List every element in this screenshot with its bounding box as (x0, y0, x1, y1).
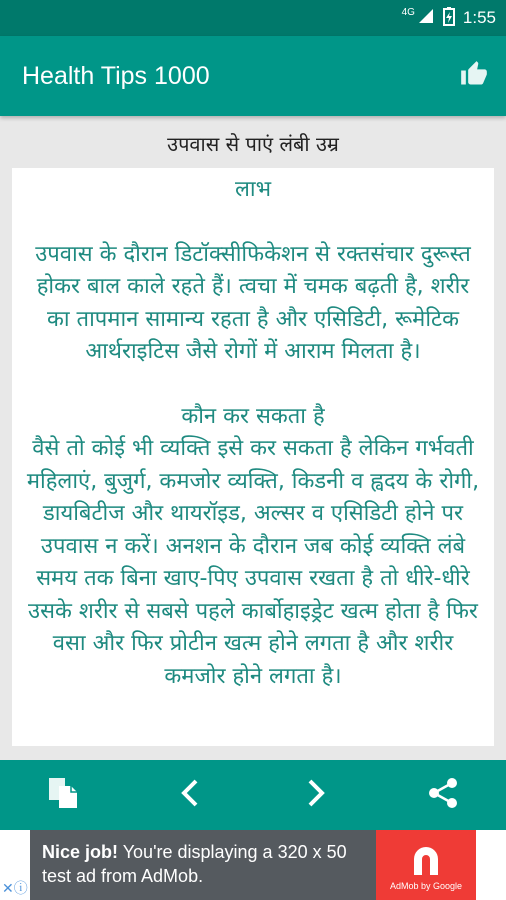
ad-content[interactable] (30, 830, 476, 900)
ad-headline: Nice job! (42, 842, 119, 862)
ad-banner[interactable] (0, 830, 506, 900)
network-label: 4G (401, 7, 415, 18)
previous-button[interactable] (160, 765, 220, 825)
section-heading: लाभ (234, 177, 272, 202)
article-body (12, 168, 494, 693)
bottom-toolbar (0, 760, 506, 830)
share-icon (426, 776, 460, 814)
chevron-left-icon (178, 777, 202, 813)
admob-icon (406, 839, 446, 879)
ad-body: You're displaying a 320 x 50 test ad from AdMob. (42, 842, 347, 886)
app-bar (0, 36, 506, 116)
thumb-up-icon[interactable] (460, 60, 488, 92)
article-title: उपवास से पाएं लंबी उम्र (167, 132, 339, 156)
copy-button[interactable] (33, 765, 93, 825)
section-heading: कौन कर सकता है (181, 403, 325, 429)
status-bar (0, 0, 506, 36)
article-card (12, 168, 494, 746)
ad-text (42, 840, 372, 888)
status-time: 1:55 (462, 8, 496, 27)
chevron-right-icon (304, 777, 328, 813)
battery-icon (443, 6, 455, 31)
article-paragraph: उपवास के दौरान डिटॉक्सीफिकेशन से रक्तसंचार दुरूस्त होकर बाल काले रहते हैं। त्वचा में चमक बढ़ती है, शरीर का तापमान सामान्य रहता है और एसिडिटी, रूमेटिक आर्थराइटिस जैसे रोगों में आराम मिलता है। (35, 241, 471, 364)
ad-brand: AdMob by Google (389, 881, 463, 891)
next-button[interactable] (286, 765, 346, 825)
app-title: Health Tips 1000 (22, 61, 210, 90)
ad-close-icon[interactable]: ✕ⓘ (2, 881, 28, 897)
article-paragraph: वैसे तो कोई भी व्यक्ति इसे कर सकता है लेकिन गर्भवती महिलाएं, बुजुर्ग, कमजोर व्यक्ति, किडनी व ह्वदय के रोगी, डायबिटीज और थायरॉइड, अल्सर व एसिडिटी होने पर उपवास न करें। अनशन के दौरान जब कोई व्यक्ति लंबे समय तक बिना खाए-पिए उपवास रखता है तो धीरे-धीरे उसके शरीर से सबसे पहले कार्बोहाइड्रेट खत्म होता है फिर वसा और फिर प्रोटीन खत्म होने लगता है और शरीर कमजोर होने लगता है। (26, 436, 480, 689)
paragraph-gap (26, 207, 480, 239)
paragraph-gap (26, 369, 480, 401)
copy-icon (45, 775, 81, 815)
signal-icon (417, 7, 435, 30)
admob-logo (376, 830, 476, 900)
share-button[interactable] (413, 765, 473, 825)
